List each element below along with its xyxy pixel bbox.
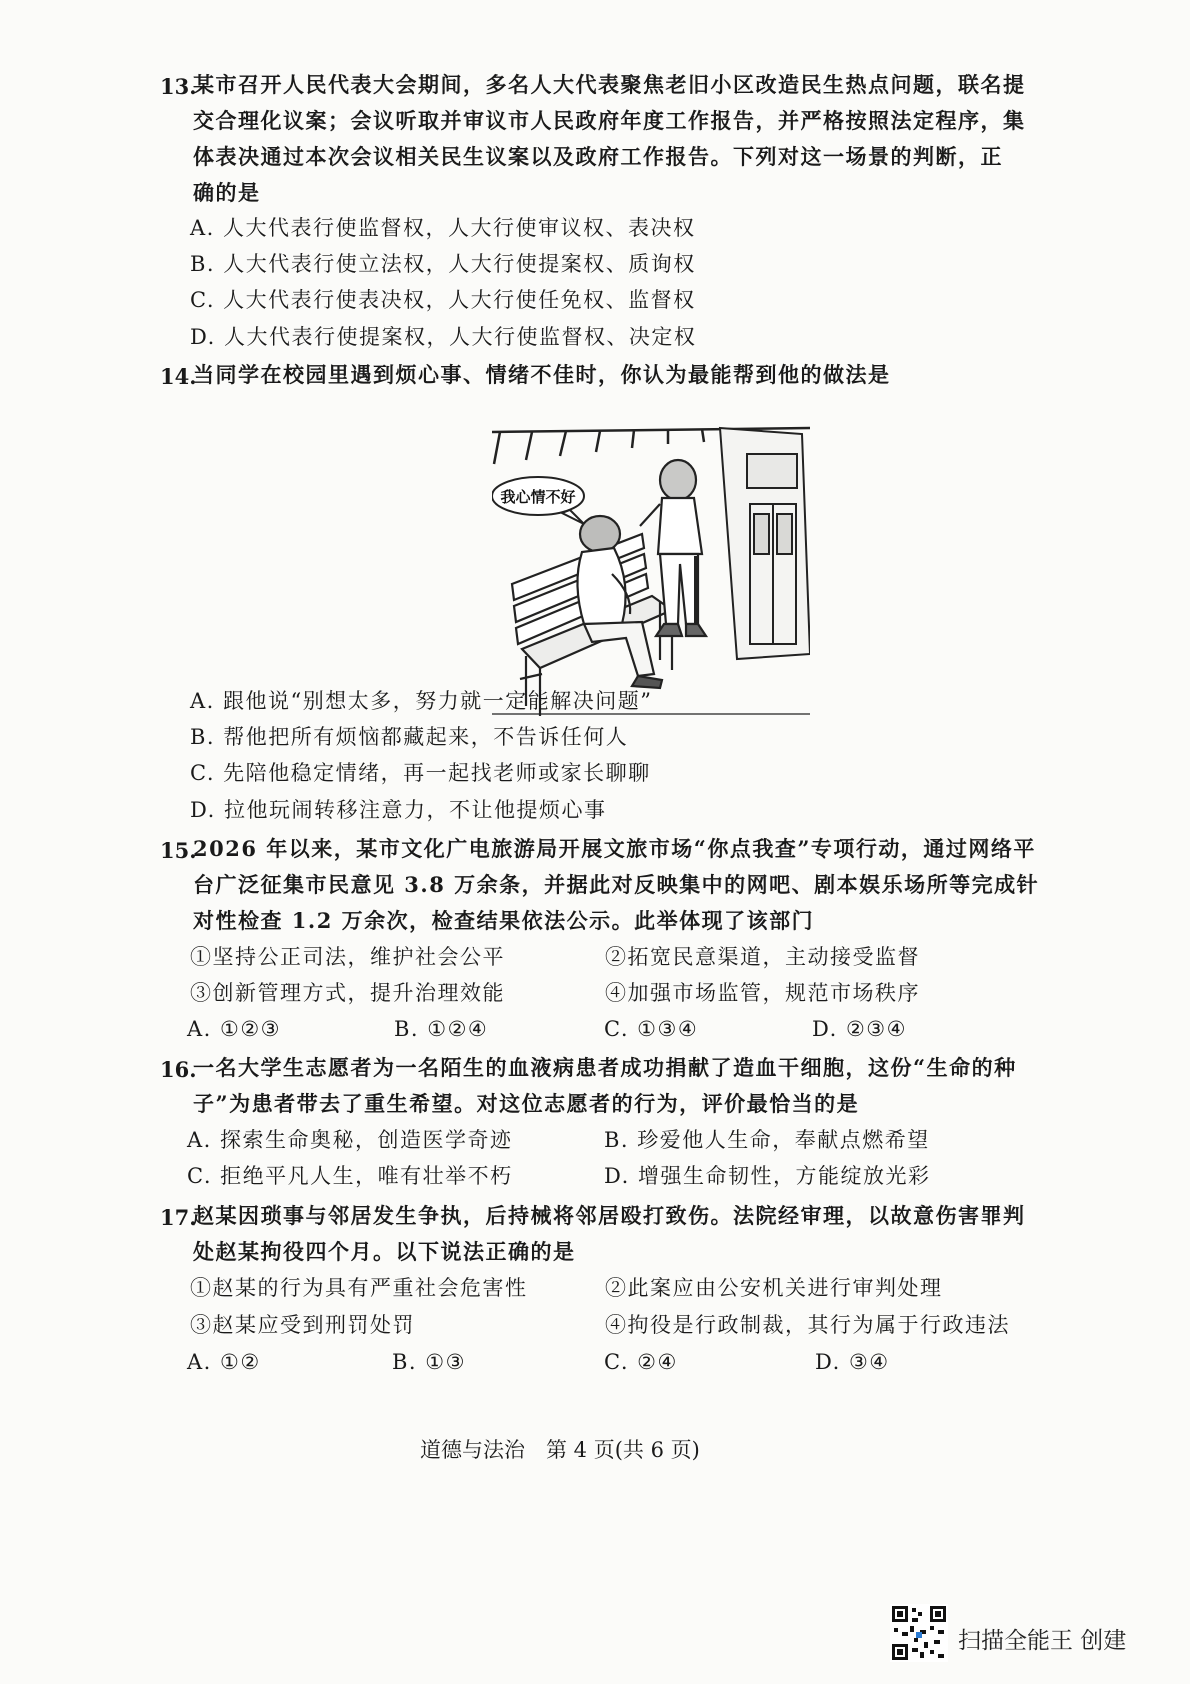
q15-statement-2: ②拓宽民意渠道，主动接受监督 <box>605 945 920 969</box>
q16-option-d: D. 增强生命韧性，方能绽放光彩 <box>604 1164 931 1188</box>
campus-bench-illustration <box>492 424 810 724</box>
q17-option-b: B. ①③ <box>392 1350 466 1374</box>
q14-stem-line: 当同学在校园里遇到烦心事、情绪不佳时，你认为最能帮到他的做法是 <box>193 362 891 387</box>
q15-stem-line: 2026 年以来，某市文化广电旅游局开展文旅市场“你点我查”专项行动，通过网络平 <box>193 836 1036 861</box>
q16-stem-line: 一名大学生志愿者为一名陌生的血液病患者成功捐献了造血干细胞，这份“生命的种 <box>193 1055 1017 1080</box>
q17-statement-1: ①赵某的行为具有严重社会危害性 <box>190 1276 528 1300</box>
speech-bubble-text: 我心情不好 <box>500 488 576 506</box>
q14-option-c: C. 先陪他稳定情绪，再一起找老师或家长聊聊 <box>190 761 651 785</box>
qr-code-icon <box>890 1604 948 1662</box>
q16-option-a: A. 探索生命奥秘，创造医学奇迹 <box>187 1128 513 1152</box>
page-footer: 道德与法治 第 4 页(共 6 页) <box>420 1438 700 1462</box>
q17-number: 17. <box>160 1205 197 1230</box>
scanner-watermark-text: 扫描全能王 创建 <box>958 1628 1127 1654</box>
q13-option-d: D. 人大代表行使提案权，人大行使监督权、决定权 <box>190 325 697 349</box>
q15-statement-4: ④加强市场监管，规范市场秩序 <box>605 981 920 1005</box>
q13-stem-line: 交合理化议案；会议听取并审议市人民政府年度工作报告，并严格按照法定程序，集 <box>193 108 1026 133</box>
q13-stem-line: 某市召开人民代表大会期间，多名人大代表聚焦老旧小区改造民生热点问题，联名提 <box>193 72 1026 97</box>
q16-stem-line: 子”为患者带去了重生希望。对这位志愿者的行为，评价最恰当的是 <box>193 1091 860 1116</box>
q15-option-c: C. ①③④ <box>604 1017 699 1041</box>
q13-option-a: A. 人大代表行使监督权，人大行使审议权、表决权 <box>190 216 696 240</box>
q15-option-a: A. ①②③ <box>187 1017 281 1041</box>
q13-number: 13. <box>160 74 197 99</box>
q17-option-c: C. ②④ <box>604 1350 678 1374</box>
q14-option-a: A. 跟他说“别想太多，努力就一定能解决问题” <box>190 689 653 713</box>
q15-statement-3: ③创新管理方式，提升治理效能 <box>190 981 505 1005</box>
q16-number: 16. <box>160 1057 197 1082</box>
q17-option-d: D. ③④ <box>815 1350 890 1374</box>
q15-option-b: B. ①②④ <box>394 1017 489 1041</box>
q17-statement-2: ②此案应由公安机关进行审判处理 <box>605 1276 943 1300</box>
q17-stem-line: 处赵某拘役四个月。以下说法正确的是 <box>193 1239 576 1264</box>
scanner-watermark <box>890 1600 1180 1670</box>
q13-option-c: C. 人大代表行使表决权，人大行使任免权、监督权 <box>190 288 696 312</box>
q15-option-d: D. ②③④ <box>812 1017 907 1041</box>
q16-option-b: B. 珍爱他人生命，奉献点燃希望 <box>604 1128 930 1152</box>
q16-option-c: C. 拒绝平凡人生，唯有壮举不朽 <box>187 1164 513 1188</box>
q13-stem-line: 确的是 <box>193 180 261 205</box>
q14-option-d: D. 拉他玩闹转移注意力，不让他提烦心事 <box>190 798 607 822</box>
q17-statement-4: ④拘役是行政制裁，其行为属于行政违法 <box>605 1313 1010 1337</box>
q15-number: 15. <box>160 838 197 863</box>
q14-option-b: B. 帮他把所有烦恼都藏起来，不告诉任何人 <box>190 725 629 749</box>
q14-number: 14. <box>160 364 197 389</box>
q15-stem-line: 对性检查 1.2 万余次，检查结果依法公示。此举体现了该部门 <box>193 908 815 933</box>
q15-stem-line: 台广泛征集市民意见 3.8 万余条，并据此对反映集中的网吧、剧本娱乐场所等完成针 <box>193 872 1040 897</box>
q17-stem-line: 赵某因琐事与邻居发生争执，后持械将邻居殴打致伤。法院经审理，以故意伤害罪判 <box>193 1203 1026 1228</box>
q13-option-b: B. 人大代表行使立法权，人大行使提案权、质询权 <box>190 252 696 276</box>
q17-statement-3: ③赵某应受到刑罚处罚 <box>190 1313 415 1337</box>
q13-stem-line: 体表决通过本次会议相关民生议案以及政府工作报告。下列对这一场景的判断，正 <box>193 144 1003 169</box>
q17-option-a: A. ①② <box>187 1350 261 1374</box>
q15-statement-1: ①坚持公正司法，维护社会公平 <box>190 945 505 969</box>
